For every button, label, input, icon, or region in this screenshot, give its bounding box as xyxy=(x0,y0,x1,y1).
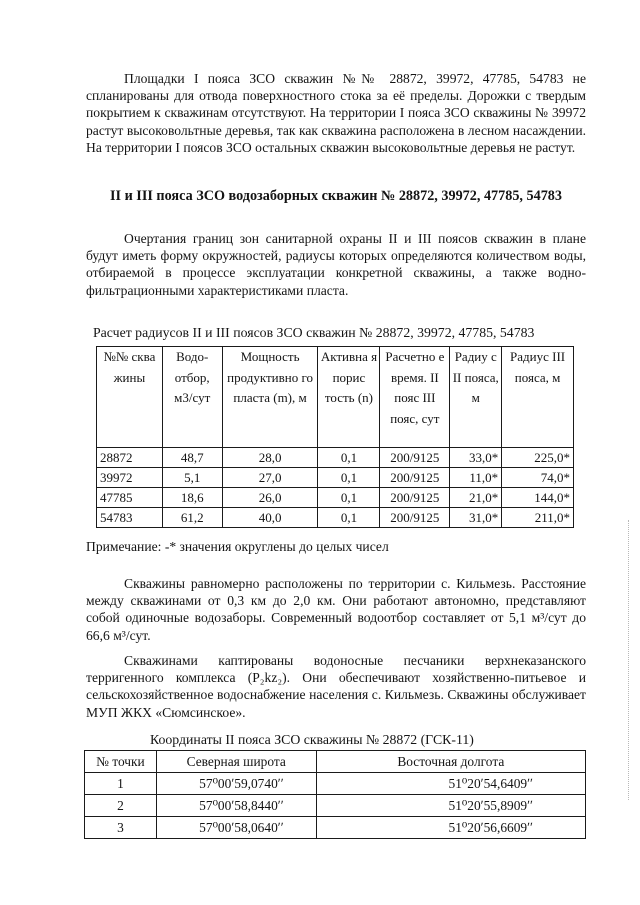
header-radius-zone3: Радиус III пояса, м xyxy=(502,347,574,448)
table-cell: 0,1 xyxy=(318,508,380,528)
table-cell: 18,6 xyxy=(162,488,222,508)
table-header-row xyxy=(85,751,586,773)
table-cell: 28,0 xyxy=(222,448,318,468)
table-cell: 47785 xyxy=(97,488,163,508)
scan-edge-line xyxy=(628,520,630,800)
table-cell: 2 xyxy=(85,795,157,817)
table-cell: 57⁰00ʹ58,0640ʹʹ xyxy=(156,817,316,839)
table-header-row xyxy=(97,347,574,448)
table-cell: 21,0* xyxy=(450,488,502,508)
table-cell: 40,0 xyxy=(222,508,318,528)
header-water-intake: Водо- отбор, м3/сут xyxy=(162,347,222,448)
paragraph-aquifer: Скважинами каптированы водоносные песчаники верхнеказанского терригенного комплекса (P₂kz₂). Они обеспечивают хозяйственно-питьевое и сельскохозяйственное водоснабжение населения с. Кильмезь. Скважины обслуживает МУП ЖКХ «Сюмсинское». xyxy=(86,653,586,720)
table1-caption: Расчет радиусов II и III поясов ЗСО скважин № 28872, 39972, 47785, 54783 xyxy=(93,325,535,340)
table-row xyxy=(97,468,574,488)
table-row xyxy=(85,817,586,839)
table-cell: 51⁰20ʹ54,6409ʹʹ xyxy=(316,773,585,795)
table-cell: 26,0 xyxy=(222,488,318,508)
table-cell: 33,0* xyxy=(450,448,502,468)
table-row xyxy=(85,773,586,795)
header-point-number: № точки xyxy=(85,751,157,773)
table-cell: 48,7 xyxy=(162,448,222,468)
header-porosity: Активна я порис тость (n) xyxy=(318,347,380,448)
table-cell: 144,0* xyxy=(502,488,574,508)
table-cell: 51⁰20ʹ56,6609ʹʹ xyxy=(316,817,585,839)
radius-table xyxy=(96,346,574,528)
table-cell: 39972 xyxy=(97,468,163,488)
table-row xyxy=(85,795,586,817)
table-cell: 61,2 xyxy=(162,508,222,528)
header-layer-thickness: Мощность продуктивно го пласта (m), м xyxy=(222,347,318,448)
table-cell: 200/9125 xyxy=(380,448,450,468)
header-radius-zone2: Радиу с II пояса, м xyxy=(450,347,502,448)
table-cell: 0,1 xyxy=(318,488,380,508)
table-cell: 211,0* xyxy=(502,508,574,528)
table-row xyxy=(97,448,574,468)
table-cell: 200/9125 xyxy=(380,468,450,488)
table-cell: 74,0* xyxy=(502,468,574,488)
header-well-number: №№ сква жины xyxy=(97,347,163,448)
table-cell: 11,0* xyxy=(450,468,502,488)
table-cell: 54783 xyxy=(97,508,163,528)
coordinates-table xyxy=(84,750,586,839)
header-east-longitude: Восточная долгота xyxy=(316,751,585,773)
header-calc-time: Расчетно е время. II пояс III пояс, сут xyxy=(380,347,450,448)
section-heading: II и III пояса ЗСО водозаборных скважин № 28872, 39972, 47785, 54783 xyxy=(110,188,562,204)
table-cell: 5,1 xyxy=(162,468,222,488)
table-cell: 200/9125 xyxy=(380,488,450,508)
table1-note: Примечание: -* значения округлены до целых чисел xyxy=(86,539,389,554)
table-cell: 57⁰00ʹ58,8440ʹʹ xyxy=(156,795,316,817)
table-cell: 27,0 xyxy=(222,468,318,488)
table-cell: 0,1 xyxy=(318,448,380,468)
table-cell: 57⁰00ʹ59,0740ʹʹ xyxy=(156,773,316,795)
table-cell: 200/9125 xyxy=(380,508,450,528)
table-cell: 0,1 xyxy=(318,468,380,488)
table2-caption: Координаты II пояса ЗСО скважины № 28872 (ГСК-11) xyxy=(150,732,474,747)
table-cell: 1 xyxy=(85,773,157,795)
paragraph-wells-location: Скважины равномерно расположены по территории с. Кильмезь. Расстояние между скважинами от 0,3 км до 2,0 км. Они работают автономно, представляют собой одиночные водозаборы. Современный водоотбор составляет от 5,1 м³/сут до 66,6 м³/сут. xyxy=(86,576,586,643)
table-row xyxy=(97,488,574,508)
header-north-latitude: Северная широта xyxy=(156,751,316,773)
paragraph-zone1-sites: Площадки I пояса ЗСО скважин №№ 28872, 39972, 47785, 54783 не спланированы для отвода поверхностного стока за её пределы. Дорожки с твердым покрытием к скважинам отсутствуют. На территории I пояса ЗСО скважины № 39972 растут высоковольтные деревья, так как скважина расположена в лесном насаждении. На территории I поясов ЗСО остальных скважин высоковольтные деревья не растут. xyxy=(86,71,586,155)
table-cell: 51⁰20ʹ55,8909ʹʹ xyxy=(316,795,585,817)
table-cell: 28872 xyxy=(97,448,163,468)
table-cell: 31,0* xyxy=(450,508,502,528)
table-cell: 225,0* xyxy=(502,448,574,468)
table-row xyxy=(97,508,574,528)
table-cell: 3 xyxy=(85,817,157,839)
paragraph-zone-outlines: Очертания границ зон санитарной охраны II и III поясов скважин в плане будут иметь форму окружностей, радиусы которых определяются количеством воды, отбираемой в процессе эксплуатации конкретной скважины, а также водно-фильтрационными характеристиками пласта. xyxy=(86,231,586,298)
